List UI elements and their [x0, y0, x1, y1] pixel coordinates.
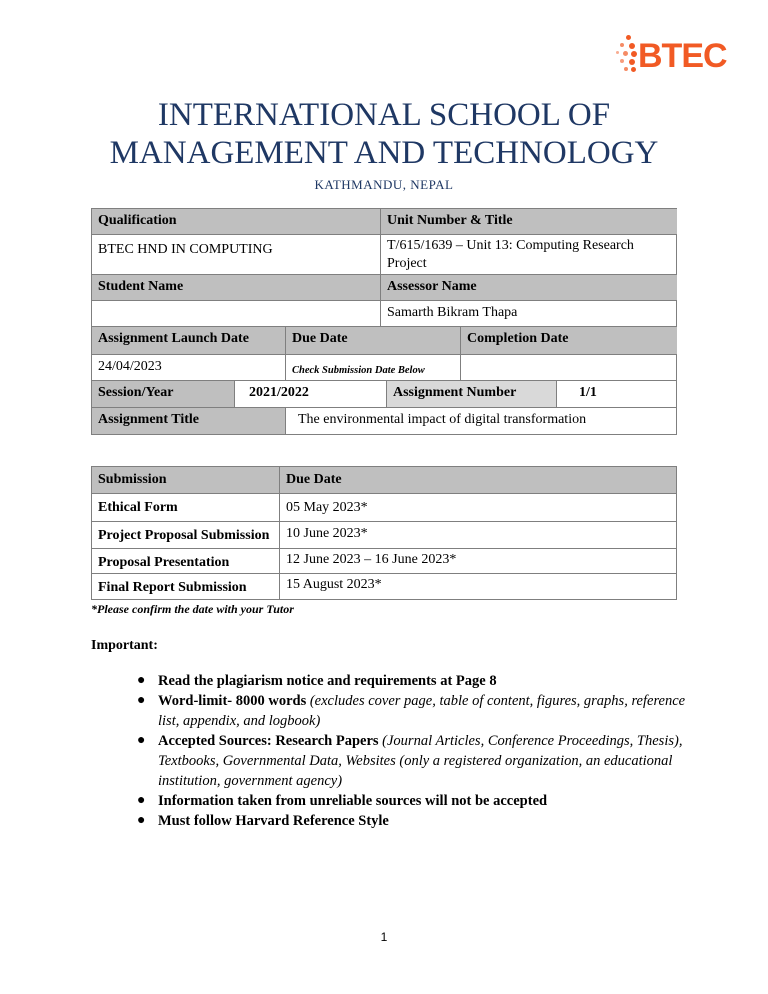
logo-dots-icon — [616, 35, 640, 77]
completion-date-value — [461, 355, 677, 381]
assessor-name-label: Assessor Name — [381, 275, 677, 301]
btec-logo — [616, 35, 726, 77]
qualification-value: BTEC HND IN COMPUTING — [92, 235, 381, 275]
assignment-number-label: Assignment Number — [387, 381, 557, 408]
assignment-info-table — [91, 208, 677, 435]
submission-date: 15 August 2023* — [286, 577, 382, 592]
student-name-label: Student Name — [92, 275, 381, 301]
bullet-icon: ● — [137, 693, 146, 708]
student-name-value — [92, 301, 381, 327]
due-date-value: Check Submission Date Below — [286, 355, 461, 381]
qualification-label: Qualification — [92, 209, 381, 235]
school-title-line2: MANAGEMENT AND TECHNOLOGY — [109, 135, 659, 171]
submission-name: Ethical Form — [92, 494, 280, 522]
launch-date-value: 24/04/2023 — [92, 355, 286, 381]
assignment-title-value: The environmental impact of digital transformation — [298, 412, 587, 427]
session-year-value: 2021/2022 — [235, 381, 387, 408]
submission-name: Final Report Submission — [92, 574, 280, 599]
completion-date-label: Completion Date — [461, 327, 677, 355]
submission-date: 05 May 2023* — [280, 494, 676, 522]
bullet-icon: ● — [137, 733, 146, 748]
due-date-label: Due Date — [286, 327, 461, 355]
unit-value: T/615/1639 – Unit 13: Computing Research Project — [381, 235, 677, 275]
assignment-title-label: Assignment Title — [92, 408, 286, 434]
school-location: KATHMANDU, NEPAL — [314, 177, 454, 192]
important-list — [133, 671, 693, 831]
logo-text: BTEC — [638, 37, 727, 75]
submission-date: 10 June 2023* — [280, 522, 676, 549]
submission-header: Submission — [92, 467, 280, 494]
list-item: ● Word-limit- 8000 words (excludes cover page, table of content, figures, graphs, reference list, appendix, and logbook) — [137, 693, 686, 729]
submission-name: Project Proposal Submission — [92, 522, 280, 549]
submission-date: 12 June 2023 – 16 June 2023* — [280, 549, 676, 574]
session-year-label: Session/Year — [92, 381, 235, 408]
assessor-name-value: Samarth Bikram Thapa — [381, 301, 677, 327]
bullet-icon: ● — [137, 813, 146, 828]
unit-label: Unit Number & Title — [381, 209, 677, 235]
bullet-icon: ● — [137, 673, 146, 688]
submission-table — [91, 466, 677, 600]
list-item: ● Accepted Sources: Research Papers (Journal Articles, Conference Proceedings, Thesis), Textbooks, Governmental Data, Websites (only a registered organization, an educational institution, government agency) — [137, 733, 683, 789]
submission-name: Proposal Presentation — [92, 549, 280, 574]
launch-date-label: Assignment Launch Date — [92, 327, 286, 355]
list-item: ● Information taken from unreliable sources will not be accepted — [137, 793, 548, 809]
page-number: 1 — [380, 930, 388, 944]
due-date-header: Due Date — [280, 467, 676, 494]
list-item: ● Read the plagiarism notice and requirements at Page 8 — [137, 673, 497, 689]
assignment-number-value: 1/1 — [557, 381, 677, 408]
school-title-line1: INTERNATIONAL SCHOOL OF — [157, 97, 611, 133]
important-heading: Important: — [91, 638, 158, 653]
list-item: ● Must follow Harvard Reference Style — [137, 813, 389, 829]
tutor-confirm-note: *Please confirm the date with your Tutor — [91, 602, 294, 616]
bullet-icon: ● — [137, 793, 146, 808]
